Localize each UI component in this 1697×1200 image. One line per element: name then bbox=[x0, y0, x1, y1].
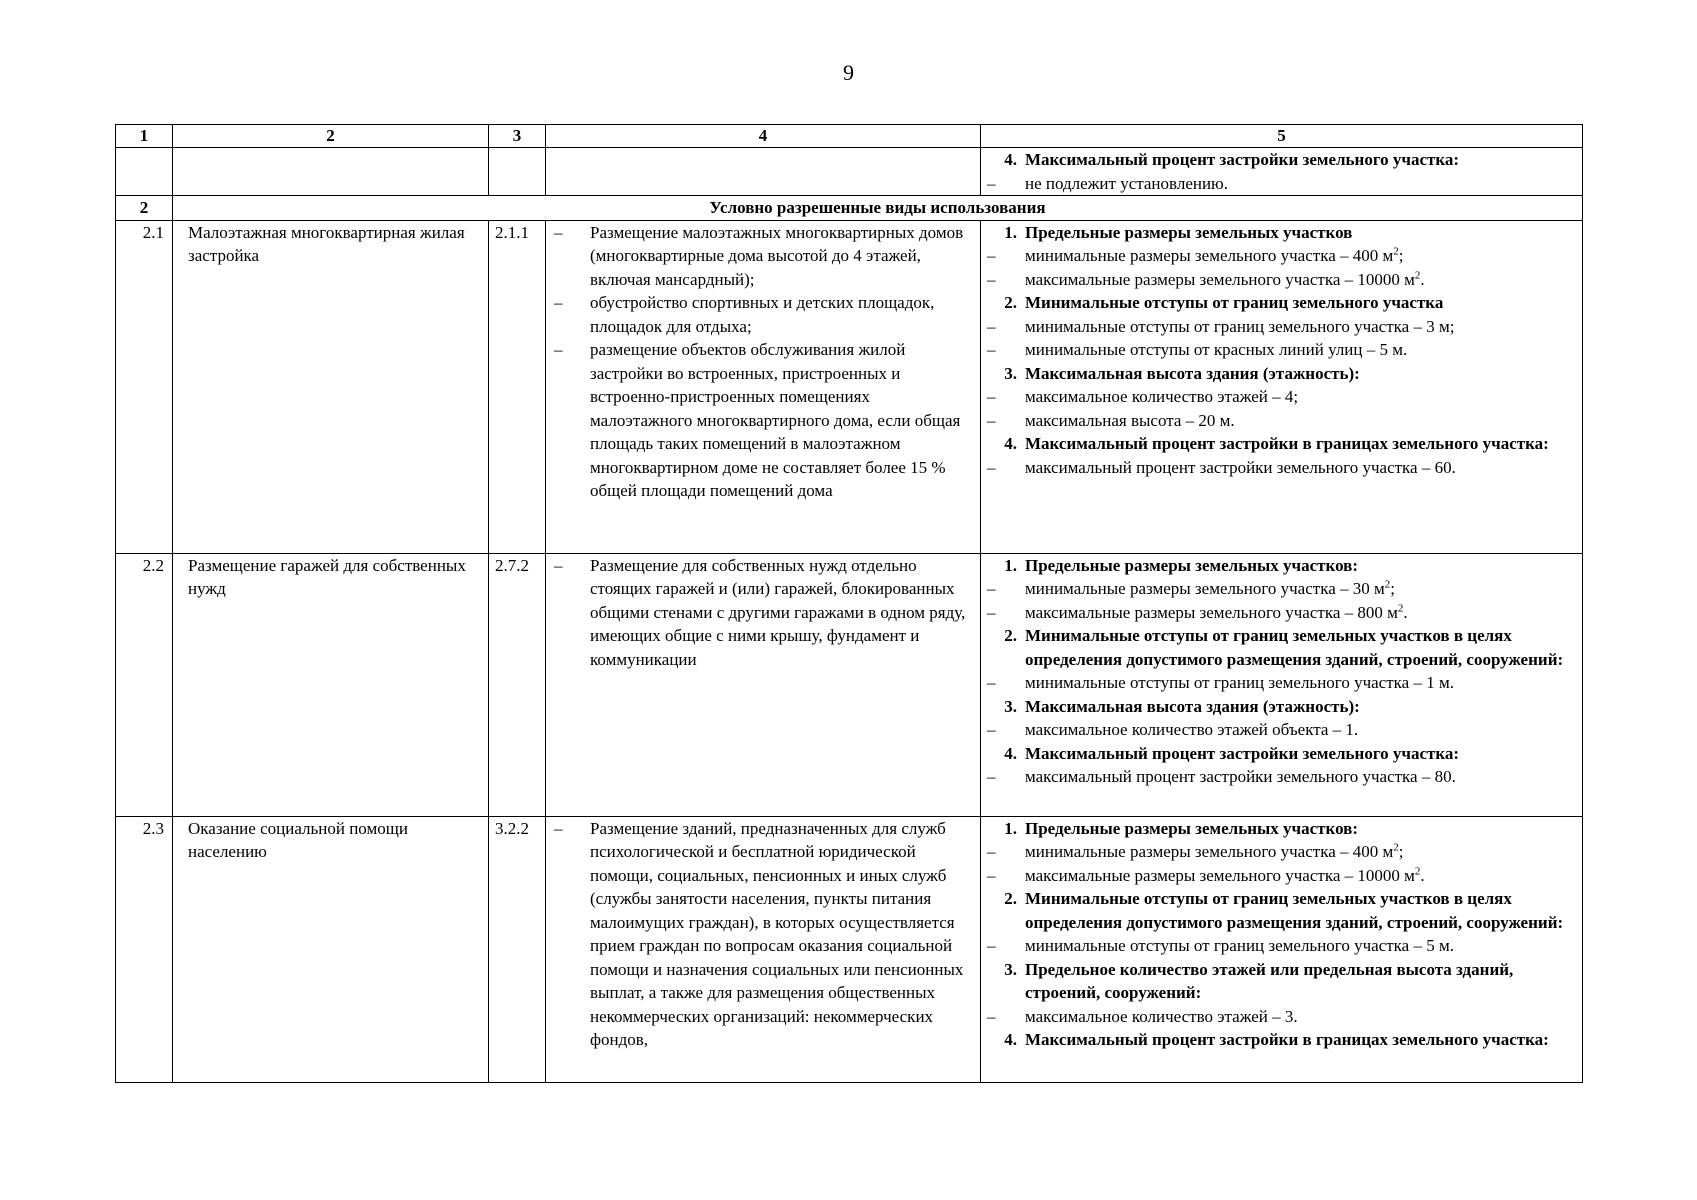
param-heading: Максимальный процент застройки в границах земельного участка: bbox=[1025, 434, 1549, 453]
param-value: максимальный процент застройки земельного участка – 80. bbox=[1025, 767, 1456, 786]
param-value: минимальные размеры земельного участка – 400 м bbox=[1025, 246, 1394, 265]
use-description bbox=[546, 816, 981, 1082]
param-value: минимальные отступы от границ земельного участка – 1 м. bbox=[1025, 673, 1454, 692]
header-row bbox=[116, 125, 1583, 148]
param-item-text bbox=[1025, 601, 1582, 625]
superscript: 2 bbox=[1393, 841, 1399, 854]
param-tail: ; bbox=[1398, 842, 1404, 861]
dash-bullet: – bbox=[987, 579, 996, 598]
param-heading: Минимальные отступы от границ земельных участков в целях определения допустимого размещения зданий, строений, сооружений: bbox=[1025, 889, 1564, 932]
description-item bbox=[546, 221, 980, 292]
header-col-5: 5 bbox=[981, 125, 1583, 148]
superscript: 2 bbox=[1397, 601, 1404, 614]
param-heading-line bbox=[981, 1028, 1582, 1052]
param-heading-line bbox=[981, 817, 1582, 841]
param-item-text bbox=[1025, 409, 1582, 433]
page-number: 9 bbox=[843, 60, 854, 85]
table-row bbox=[116, 816, 1583, 1082]
param-number: 4. bbox=[1004, 743, 1017, 763]
param-item-text bbox=[1025, 1005, 1582, 1029]
use-parameters bbox=[981, 816, 1583, 1082]
param-item-text bbox=[1025, 718, 1582, 742]
param-heading: Предельные размеры земельных участков: bbox=[1025, 555, 1359, 575]
dash-bullet: – bbox=[987, 602, 996, 622]
param-tail: ; bbox=[1398, 246, 1404, 265]
param-heading: Максимальная высота здания (этажность): bbox=[1025, 363, 1360, 383]
param-value: максимальные размеры земельного участка – 10000 м bbox=[1025, 865, 1415, 885]
param-number: 2. bbox=[1004, 889, 1017, 908]
dash-bullet: – bbox=[987, 269, 996, 289]
param-value: минимальные размеры земельного участка – 30 м bbox=[1025, 579, 1385, 598]
param-item-text bbox=[1025, 268, 1582, 292]
dash-bullet: – bbox=[554, 555, 563, 575]
param-heading: Максимальный процент застройки земельного участка: bbox=[1025, 150, 1460, 169]
param-value: минимальные отступы от границ земельного участка – 3 м; bbox=[1025, 316, 1455, 336]
param-item-text bbox=[1025, 315, 1582, 339]
param-heading-line bbox=[981, 695, 1582, 719]
table-row bbox=[116, 553, 1583, 816]
param-tail: . bbox=[1420, 865, 1425, 885]
dash-bullet: – bbox=[987, 387, 996, 406]
param-number: 3. bbox=[1004, 696, 1017, 716]
param-item bbox=[981, 577, 1582, 601]
row-number: 2.1 bbox=[116, 220, 173, 553]
param-item bbox=[981, 840, 1582, 864]
param-value: максимальное количество этажей – 4; bbox=[1025, 387, 1299, 406]
param-item-text bbox=[1025, 338, 1582, 362]
param-item bbox=[981, 864, 1582, 888]
param-item bbox=[981, 315, 1582, 339]
param-heading-line bbox=[981, 742, 1582, 766]
param-value: максимальные размеры земельного участка – 800 м bbox=[1025, 602, 1398, 622]
row-number: 2.3 bbox=[116, 816, 173, 1082]
param-item-text bbox=[1025, 765, 1582, 789]
param-number: 4. bbox=[1004, 1030, 1017, 1049]
param-item bbox=[981, 244, 1582, 268]
param-heading: Минимальные отступы от границ земельного участка bbox=[1025, 293, 1444, 312]
dash-bullet: – bbox=[987, 340, 996, 359]
param-item-text bbox=[1025, 456, 1582, 480]
dash-bullet: – bbox=[987, 865, 996, 885]
param-item bbox=[981, 456, 1582, 480]
use-name: Оказание социальной помощи населению bbox=[173, 816, 489, 1082]
param-heading: Максимальный процент застройки в границах земельного участка: bbox=[1025, 1030, 1549, 1049]
continuation-row bbox=[116, 148, 1583, 196]
param-value: максимальные размеры земельного участка – 10000 м bbox=[1025, 269, 1415, 289]
param-item bbox=[981, 671, 1582, 695]
dash-bullet: – bbox=[987, 457, 996, 477]
param-item bbox=[981, 601, 1582, 625]
description-text: Размещение малоэтажных многоквартирных домов (многоквартирные дома высотой до 4 этажей, включая мансардный); bbox=[590, 222, 964, 289]
use-description bbox=[546, 220, 981, 553]
use-code: 3.2.2 bbox=[489, 816, 546, 1082]
param-item bbox=[981, 765, 1582, 789]
param-number: 1. bbox=[1004, 222, 1017, 242]
header-col-2: 2 bbox=[173, 125, 489, 148]
description-text: Размещение для собственных нужд отдельно стоящих гаражей и (или) гаражей, блокированных общими стенами с другими гаражами в одном ряду, имеющих общие с ними крышу, фундамент и коммуникации bbox=[590, 555, 966, 669]
use-name: Размещение гаражей для собственных нужд bbox=[173, 553, 489, 816]
description-item bbox=[546, 554, 980, 672]
param-item-text bbox=[1025, 864, 1582, 888]
param-tail: ; bbox=[1390, 579, 1395, 598]
section-row bbox=[116, 196, 1583, 221]
use-parameters bbox=[981, 553, 1583, 816]
dash-bullet: – bbox=[987, 936, 996, 955]
param-value: минимальные размеры земельного участка – 400 м bbox=[1025, 842, 1394, 861]
use-code: 2.1.1 bbox=[489, 220, 546, 553]
param-number: 1. bbox=[1004, 818, 1017, 838]
param-item-text bbox=[1025, 671, 1582, 695]
section-number: 2 bbox=[116, 196, 173, 221]
param-heading-line bbox=[981, 291, 1582, 315]
param-item-text bbox=[1025, 840, 1582, 864]
description-item bbox=[546, 291, 980, 338]
description-text: обустройство спортивных и детских площадок, площадок для отдыха; bbox=[590, 293, 935, 336]
dash-bullet: – bbox=[554, 293, 563, 312]
param-value: максимальное количество этажей объекта – 1. bbox=[1025, 720, 1359, 739]
param-value: максимальная высота – 20 м. bbox=[1025, 410, 1235, 430]
dash-bullet: – bbox=[987, 1006, 996, 1026]
param-item-text bbox=[1025, 577, 1582, 601]
param-heading-line bbox=[981, 624, 1582, 671]
use-code: 2.7.2 bbox=[489, 553, 546, 816]
dash-bullet: – bbox=[987, 767, 996, 786]
param-item-text bbox=[1025, 934, 1582, 958]
table-row bbox=[116, 220, 1583, 553]
dash-bullet: – bbox=[987, 410, 996, 430]
use-description bbox=[546, 553, 981, 816]
header-col-4: 4 bbox=[546, 125, 981, 148]
description-item bbox=[546, 817, 980, 1052]
dash-bullet: – bbox=[987, 720, 996, 739]
param-item bbox=[981, 268, 1582, 292]
description-item bbox=[546, 338, 980, 503]
dash-bullet: – bbox=[987, 673, 996, 692]
param-heading: Предельные размеры земельных участков bbox=[1025, 222, 1353, 242]
superscript: 2 bbox=[1414, 864, 1421, 877]
param-heading: Минимальные отступы от границ земельных участков в целях определения допустимого размещения зданий, строений, сооружений: bbox=[1025, 626, 1564, 669]
land-use-table bbox=[115, 124, 1583, 1083]
param-heading: Максимальная высота здания (этажность): bbox=[1025, 696, 1360, 716]
superscript: 2 bbox=[1393, 245, 1399, 258]
param-number: 1. bbox=[1004, 555, 1017, 575]
param-heading-line bbox=[981, 221, 1582, 245]
param-number: 2. bbox=[1004, 626, 1017, 645]
continuation-params: 4. Максимальный процент застройки земельного участка: – не подлежит установлению. bbox=[981, 148, 1583, 196]
param-item bbox=[981, 1005, 1582, 1029]
use-parameters bbox=[981, 220, 1583, 553]
param-heading: Предельное количество этажей или предельная высота зданий, строений, сооружений: bbox=[1025, 959, 1514, 1002]
param-item-text bbox=[1025, 244, 1582, 268]
param-item-text bbox=[1025, 385, 1582, 409]
dash-bullet: – bbox=[554, 818, 563, 838]
superscript: 2 bbox=[1414, 268, 1421, 281]
param-item bbox=[981, 934, 1582, 958]
row-number: 2.2 bbox=[116, 553, 173, 816]
description-text: размещение объектов обслуживания жилой застройки во встроенных, пристроенных и встроенно-пристроенных помещениях малоэтажного многоквартирного дома, если общая площадь таких помещений в малоэтажном многоквартирном доме не составляет более 15 % общей площади помещений дома bbox=[590, 340, 961, 500]
param-number: 3. bbox=[1004, 363, 1017, 383]
dash-bullet: – bbox=[554, 222, 563, 242]
dash-bullet: – bbox=[987, 246, 996, 265]
param-value: минимальные отступы от красных линий улиц – 5 м. bbox=[1025, 340, 1408, 359]
description-text: Размещение зданий, предназначенных для служб психологической и бесплатной юридической помощи, социальных, пенсионных и иных служб (службы занятости населения, пункты питания малоимущих граждан), в которых осуществляется прием граждан по вопросам оказания социальной помощи и назначения социальных или пенсионных выплат, а также для размещения общественных некоммерческих организаций: некоммерческих фондов, bbox=[590, 818, 964, 1049]
param-item bbox=[981, 718, 1582, 742]
param-item bbox=[981, 409, 1582, 433]
param-item bbox=[981, 338, 1582, 362]
header-col-1: 1 bbox=[116, 125, 173, 148]
param-heading-line bbox=[981, 958, 1582, 1005]
header-col-3: 3 bbox=[489, 125, 546, 148]
param-item bbox=[981, 385, 1582, 409]
param-heading-line bbox=[981, 887, 1582, 934]
param-value: минимальные отступы от границ земельного участка – 5 м. bbox=[1025, 936, 1454, 955]
param-heading-line bbox=[981, 432, 1582, 456]
param-number: 4. bbox=[1004, 434, 1017, 453]
param-item: не подлежит установлению. bbox=[1025, 173, 1229, 193]
param-tail: . bbox=[1420, 269, 1425, 289]
param-heading: Максимальный процент застройки земельного участка: bbox=[1025, 743, 1460, 763]
param-value: максимальное количество этажей – 3. bbox=[1025, 1006, 1298, 1026]
dash-bullet: – bbox=[987, 316, 996, 336]
param-number: 3. bbox=[1004, 959, 1017, 979]
param-value: максимальный процент застройки земельного участка – 60. bbox=[1025, 457, 1456, 477]
param-number: 2. bbox=[1004, 293, 1017, 312]
param-heading-line bbox=[981, 554, 1582, 578]
param-tail: . bbox=[1403, 602, 1408, 622]
dash-bullet: – bbox=[987, 842, 996, 861]
param-heading: Предельные размеры земельных участков: bbox=[1025, 818, 1359, 838]
use-name: Малоэтажная многоквартирная жилая застройка bbox=[173, 220, 489, 553]
dash-bullet: – bbox=[554, 340, 563, 359]
superscript: 2 bbox=[1384, 578, 1391, 591]
param-heading-line bbox=[981, 362, 1582, 386]
section-title: Условно разрешенные виды использования bbox=[173, 196, 1583, 221]
